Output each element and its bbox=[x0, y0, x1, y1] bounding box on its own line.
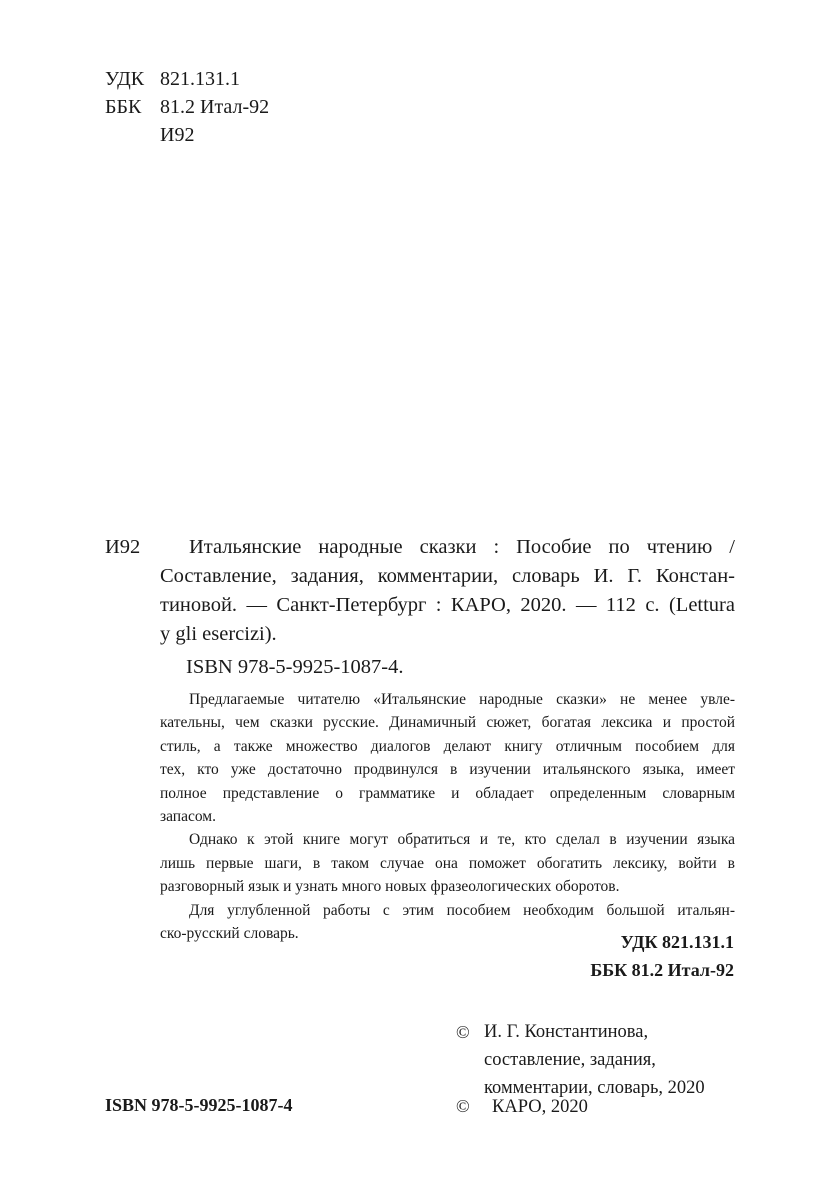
bbk-value: 81.2 Итал-92 bbox=[160, 96, 270, 118]
udk-value: 821.131.1 bbox=[160, 68, 240, 90]
abstract-line: Однако к этой книге могут обратиться и те, кто сделал в изучении языка bbox=[189, 831, 735, 849]
abstract-line: Предлагаемые читателю «Итальянские народные сказки» не менее увле- bbox=[189, 691, 735, 708]
isbn-bold: ISBN 978-5-9925-1087-4 bbox=[105, 1095, 293, 1115]
copyright-symbol: © bbox=[456, 1022, 470, 1042]
udk-label: УДК bbox=[105, 68, 145, 90]
catalog-line: y gli esercizi). bbox=[160, 623, 277, 645]
copyright-symbol-publisher: © bbox=[456, 1096, 470, 1116]
catalog-line: тиновой. — Санкт-Петербург : КАРО, 2020. — 112 с. (Lettura bbox=[160, 594, 735, 616]
catalog-description bbox=[160, 533, 735, 649]
bbk-label: ББК bbox=[105, 96, 142, 118]
copyright-author bbox=[484, 1018, 705, 1102]
abstract-line: запасом. bbox=[160, 808, 216, 826]
abstract-line: лишь первые шаги, в таком случае она поможет обогатить лексику, войти в bbox=[160, 854, 735, 872]
catalog-line: Итальянские народные сказки : Пособие по чтению / bbox=[189, 536, 735, 558]
bbk-bold: ББК 81.2 Итал-92 bbox=[590, 960, 734, 980]
abstract-line: полное представление о грамматике и обладает определенным словарным bbox=[160, 784, 735, 802]
catalog-line: Составление, задания, комментарии, словарь И. Г. Констан- bbox=[160, 565, 735, 587]
abstract-line: Для углубленной работы с этим пособием необходим большой итальян- bbox=[189, 901, 735, 919]
abstract-line: кательны, чем сказки русские. Динамичный сюжет, богатая лексика и простой bbox=[160, 714, 735, 732]
abstract bbox=[160, 688, 735, 945]
catalog-entry bbox=[105, 533, 735, 649]
catalog-code: И92 bbox=[105, 536, 141, 558]
udk-bold: УДК 821.131.1 bbox=[620, 932, 734, 952]
copyright-author-line: комментарии, словарь, 2020 bbox=[484, 1078, 705, 1098]
copyright-author-line: И. Г. Константинова, bbox=[484, 1022, 649, 1042]
copyright-publisher: КАРО, 2020 bbox=[492, 1097, 588, 1117]
copyright-author-line: составление, задания, bbox=[484, 1050, 656, 1070]
abstract-line: разговорный язык и узнать много новых фразеологических оборотов. bbox=[160, 878, 620, 896]
author-code: И92 bbox=[160, 124, 195, 146]
catalog-isbn: ISBN 978-5-9925-1087-4. bbox=[186, 656, 404, 678]
abstract-line: стиль, а также множество диалогов делают книгу отличным пособием для bbox=[160, 737, 735, 755]
abstract-line: тех, кто уже достаточно продвинулся в изучении итальянского языка, имеет bbox=[160, 761, 735, 779]
abstract-line: ско-русский словарь. bbox=[160, 925, 299, 943]
